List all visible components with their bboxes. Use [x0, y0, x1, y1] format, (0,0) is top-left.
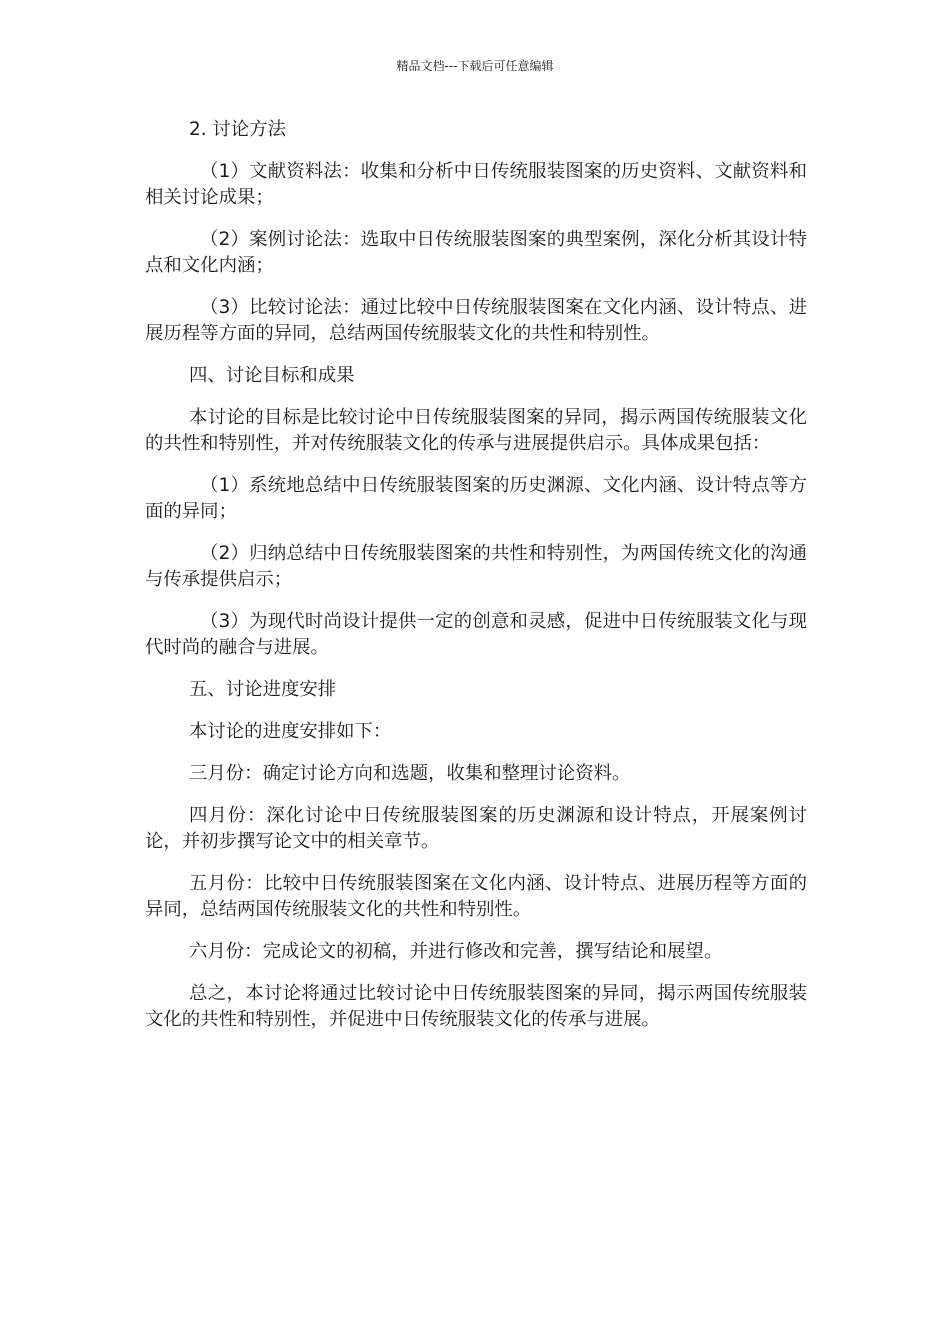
outcome-item-1: （1）系统地总结中日传统服装图案的历史渊源、文化内涵、设计特点等方面的异同； [145, 475, 807, 522]
document-body [145, 117, 807, 1049]
method-item-literature: （1）文献资料法：收集和分析中日传统服装图案的历史资料、文献资料和相关讨论成果； [145, 161, 807, 208]
schedule-march: 三月份：确定讨论方向和选题，收集和整理讨论资料。 [189, 763, 631, 784]
outcome-item-3: （3）为现代时尚设计提供一定的创意和灵感，促进中日传统服装文化与现代时尚的融合与进展。 [145, 611, 807, 658]
section-heading-goals: 四、讨论目标和成果 [189, 365, 355, 386]
section-heading-methods: 2. 讨论方法 [189, 119, 286, 140]
section-heading-schedule: 五、讨论进度安排 [189, 679, 337, 700]
conclusion-paragraph: 总之，本讨论将通过比较讨论中日传统服装图案的异同，揭示两国传统服装文化的共性和特别性，并促进中日传统服装文化的传承与进展。 [145, 983, 807, 1030]
schedule-intro: 本讨论的进度安排如下： [189, 721, 392, 742]
page-header: 精品文档---下载后可任意编辑 [396, 59, 554, 73]
method-item-case-study: （2）案例讨论法：选取中日传统服装图案的典型案例，深化分析其设计特点和文化内涵； [145, 229, 807, 276]
schedule-may: 五月份：比较中日传统服装图案在文化内涵、设计特点、进展历程等方面的异同，总结两国传统服装文化的共性和特别性。 [145, 873, 807, 920]
outcome-item-2: （2）归纳总结中日传统服装图案的共性和特别性，为两国传统文化的沟通与传承提供启示； [145, 543, 807, 590]
schedule-april: 四月份：深化讨论中日传统服装图案的历史渊源和设计特点，开展案例讨论，并初步撰写论文中的相关章节。 [145, 805, 807, 852]
schedule-june: 六月份：完成论文的初稿，并进行修改和完善，撰写结论和展望。 [189, 941, 723, 962]
method-item-comparison: （3）比较讨论法：通过比较中日传统服装图案在文化内涵、设计特点、进展历程等方面的异同，总结两国传统服装文化的共性和特别性。 [145, 297, 807, 344]
goals-paragraph: 本讨论的目标是比较讨论中日传统服装图案的异同，揭示两国传统服装文化的共性和特别性，并对传统服装文化的传承与进展提供启示。具体成果包括： [145, 407, 807, 454]
